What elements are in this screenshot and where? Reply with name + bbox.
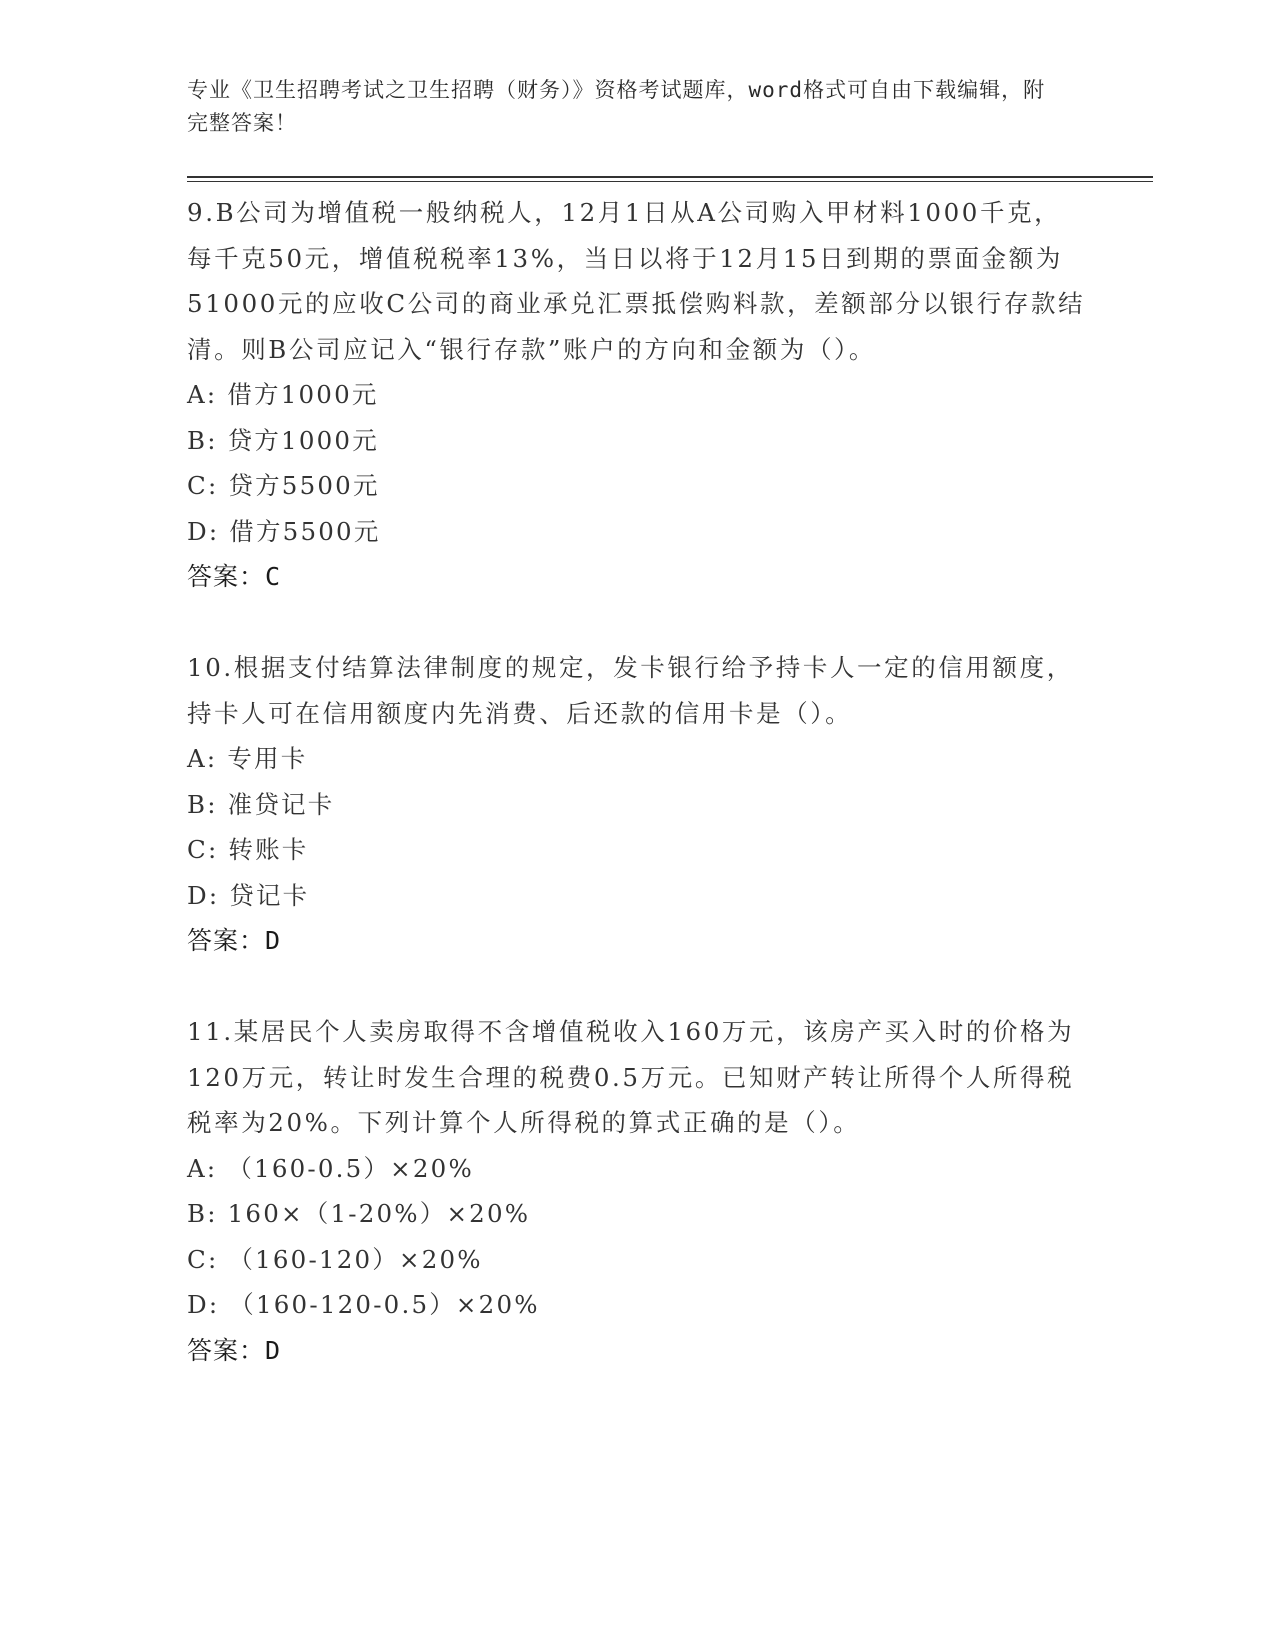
option-d: D: 借方5500元	[187, 516, 381, 546]
answer: 答案：C	[187, 562, 282, 591]
option-b: B: 160×（1-20%）×20%	[187, 1199, 531, 1228]
option-c: C: 贷方5500元	[187, 471, 380, 500]
answer: 答案：D	[187, 926, 282, 955]
question-10	[187, 645, 1087, 964]
question-stem: 9.B公司为增值税一般纳税人，12月1日从A公司购入甲材料1000千克，每千克50元，增值税税率13%，当日以将于12月15日到期的票面金额为51000元的应收C公司的商业承兑汇票抵偿购料款，差额部分以银行存款结清。则B公司应记入“银行存款”账户的方向和金额为（）。	[187, 198, 1086, 364]
question-stem: 11.某居民个人卖房取得不含增值税收入160万元，该房产买入时的价格为120万元，转让时发生合理的税费0.5万元。已知财产转让所得个人所得税税率为20%。下列计算个人所得税的算式正确的是（）。	[187, 1017, 1075, 1137]
option-a: A: 借方1000元	[187, 380, 379, 409]
option-d: D: 贷记卡	[187, 880, 310, 910]
question-11	[187, 1009, 1087, 1374]
option-c: C: （160-120）×20%	[187, 1244, 483, 1274]
header-divider	[187, 176, 1153, 182]
answer: 答案：D	[187, 1335, 282, 1365]
option-a: A: 专用卡	[187, 744, 308, 773]
option-b: B: 准贷记卡	[187, 789, 335, 819]
option-b: B: 贷方1000元	[187, 425, 379, 455]
header-text: 专业《卫生招聘考试之卫生招聘（财务）》资格考试题库，word格式可自由下载编辑，附完整答案！	[187, 78, 1046, 135]
question-list	[187, 190, 1087, 1419]
question-9	[187, 190, 1087, 600]
option-d: D: （160-120-0.5）×20%	[187, 1290, 540, 1319]
option-a: A: （160-0.5）×20%	[187, 1153, 474, 1183]
question-stem: 10.根据支付结算法律制度的规定，发卡银行给予持卡人一定的信用额度，持卡人可在信用额度内先消费、后还款的信用卡是（）。	[187, 653, 1074, 728]
document-header	[187, 74, 1067, 140]
option-c: C: 转账卡	[187, 835, 309, 864]
